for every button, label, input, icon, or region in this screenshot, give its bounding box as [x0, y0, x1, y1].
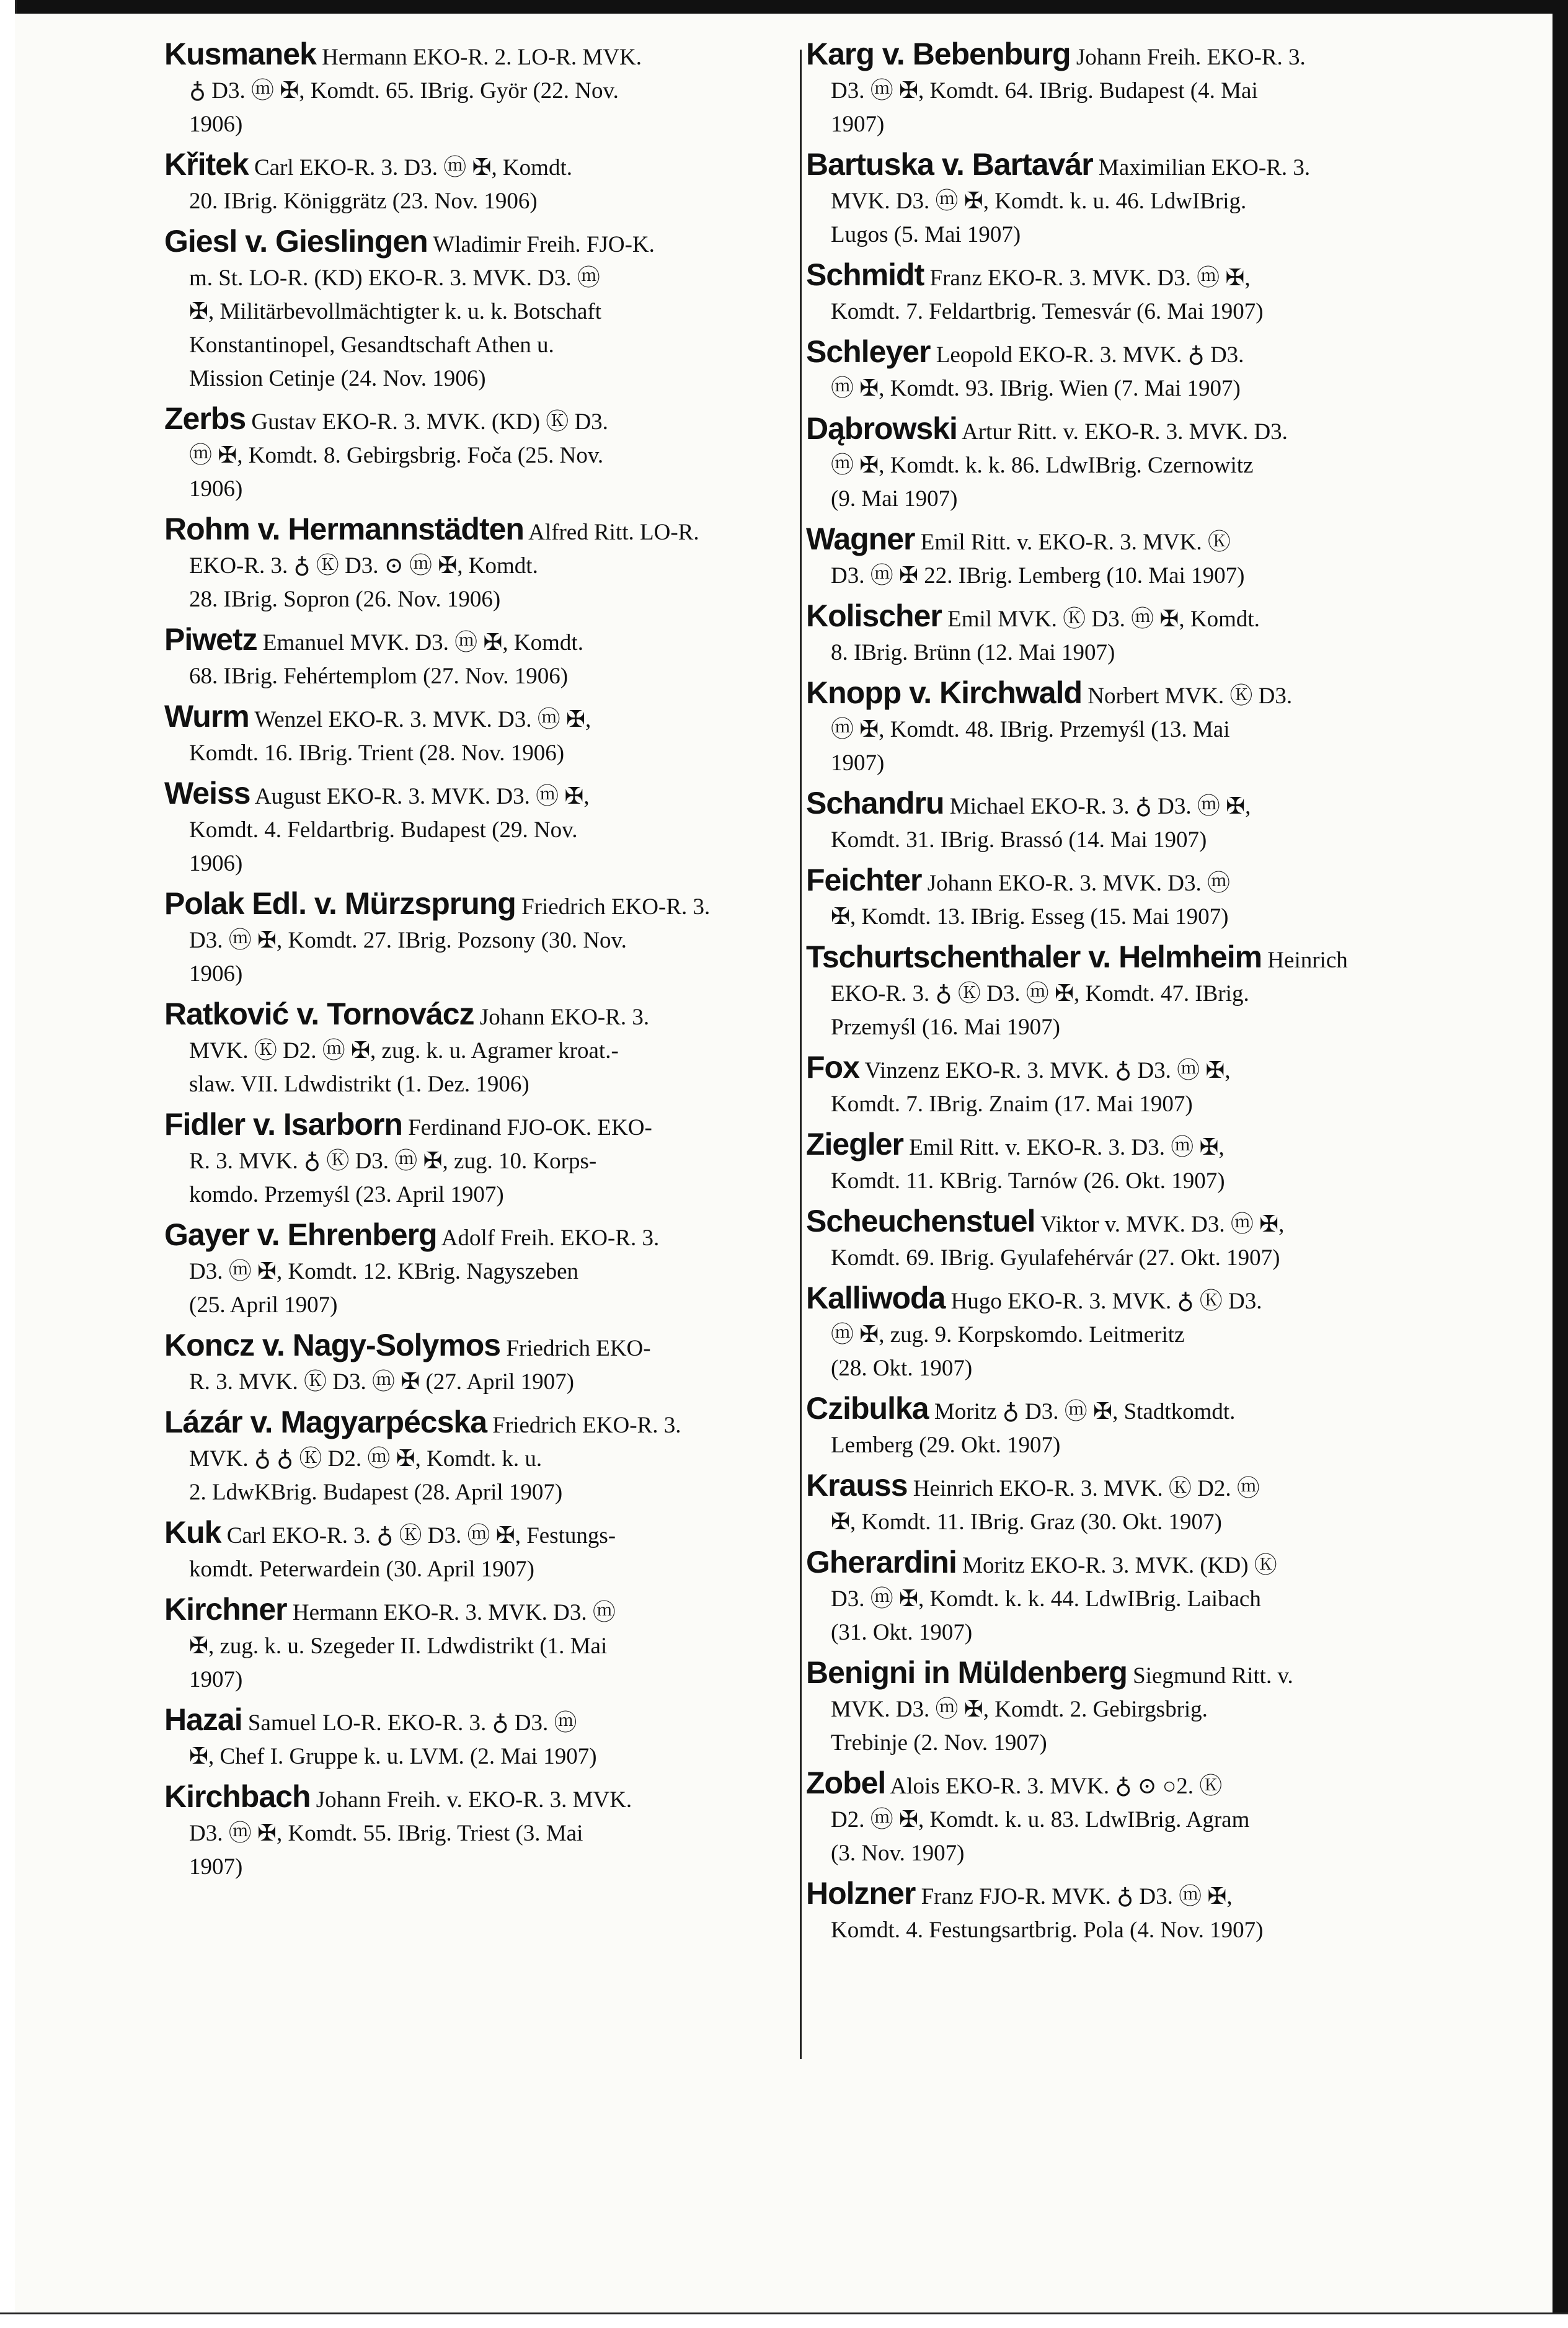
scan-right-edge — [1552, 0, 1568, 2328]
entry-continuation: MVK. D3. ⓜ ✠, Komdt. k. u. 46. LdwIBrig. — [831, 189, 1247, 214]
entry-text: Johann Freih. EKO-R. 3. — [1070, 45, 1306, 70]
entry-text: Emanuel MVK. D3. ⓜ ✠, Komdt. — [257, 630, 583, 655]
entry-continuation: R. 3. MVK. Ⓚ D3. ⓜ ✠ (27. April 1907) — [189, 1369, 574, 1395]
entry-continuation: MVK. ♁ ♁ Ⓚ D2. ⓜ ✠, Komdt. k. u. — [189, 1446, 543, 1472]
entry-continuation: 20. IBrig. Königgrätz (23. Nov. 1906) — [189, 189, 538, 214]
entry-name: Holzner — [806, 1876, 916, 1911]
entry — [164, 512, 791, 616]
entry-continuation: MVK. Ⓚ D2. ⓜ ✠, zug. k. u. Agramer kroat.- — [189, 1038, 619, 1064]
entry-continuation: Lugos (5. Mai 1907) — [831, 222, 1021, 247]
entry — [806, 1051, 1432, 1121]
entry — [164, 402, 791, 506]
entry-continuation: Komdt. 11. KBrig. Tarnów (26. Okt. 1907) — [831, 1168, 1225, 1194]
entry-name: Knopp v. Kirchwald — [806, 675, 1082, 710]
entry-text: Hugo EKO-R. 3. MVK. ♁ Ⓚ D3. — [945, 1289, 1262, 1314]
entry — [806, 412, 1432, 516]
entry-text: Hermann EKO-R. 2. LO-R. MVK. — [316, 45, 642, 70]
entry-text: Heinrich EKO-R. 3. MVK. Ⓚ D2. ⓜ — [907, 1476, 1260, 1501]
entry — [164, 1108, 791, 1212]
entry-continuation: ✠, Komdt. 13. IBrig. Esseg (15. Mai 1907) — [831, 904, 1229, 930]
entry — [806, 599, 1432, 670]
entry-continuation: 1906) — [189, 476, 243, 502]
entry — [164, 623, 791, 693]
entry-continuation: (31. Okt. 1907) — [831, 1620, 973, 1645]
entry-continuation: ⓜ ✠, zug. 9. Korpskomdo. Leitmeritz — [831, 1322, 1185, 1348]
entry-continuation: ⓜ ✠, Komdt. k. k. 86. LdwIBrig. Czernowitz — [831, 453, 1254, 478]
entry — [164, 1593, 791, 1697]
entry-continuation: ✠, Militärbevollmächtigter k. u. k. Botschaft — [189, 299, 602, 324]
entry-continuation: 68. IBrig. Fehértemplom (27. Nov. 1906) — [189, 664, 569, 689]
entry-text: Friedrich EKO- — [500, 1336, 651, 1361]
entry-continuation: D2. ⓜ ✠, Komdt. k. u. 83. LdwIBrig. Agram — [831, 1807, 1250, 1833]
entry-name: Kuk — [164, 1515, 221, 1550]
entry-text: Emil Ritt. v. EKO-R. 3. MVK. Ⓚ — [915, 530, 1231, 555]
entry-text: Siegmund Ritt. v. — [1127, 1663, 1293, 1689]
entry-text: Gustav EKO-R. 3. MVK. (KD) Ⓚ D3. — [246, 409, 608, 435]
entry-text: Alois EKO-R. 3. MVK. ♁ ⊙ ○2. Ⓚ — [885, 1774, 1223, 1799]
entry — [806, 258, 1432, 329]
entry-continuation: 8. IBrig. Brünn (12. Mai 1907) — [831, 640, 1115, 665]
entry-name: Fidler v. Isarborn — [164, 1107, 402, 1142]
entry-text: Michael EKO-R. 3. ♁ D3. ⓜ ✠, — [944, 794, 1251, 819]
entry-name: Wagner — [806, 522, 915, 556]
entry-name: Krauss — [806, 1468, 908, 1503]
entry-name: Giesl v. Gieslingen — [164, 224, 428, 259]
entry-text: Hermann EKO-R. 3. MVK. D3. ⓜ — [286, 1600, 616, 1625]
entry-text: Emil Ritt. v. EKO-R. 3. D3. ⓜ ✠, — [903, 1135, 1225, 1160]
entry-text: Carl EKO-R. 3. D3. ⓜ ✠, Komdt. — [248, 155, 572, 180]
entry — [164, 148, 791, 218]
entry-continuation: D3. ⓜ ✠, Komdt. 12. KBrig. Nagyszeben — [189, 1259, 579, 1284]
entry-continuation: MVK. D3. ⓜ ✠, Komdt. 2. Gebirgsbrig. — [831, 1697, 1208, 1722]
entry-continuation: (3. Nov. 1907) — [831, 1841, 965, 1866]
entry-continuation: ✠, Komdt. 11. IBrig. Graz (30. Okt. 1907) — [831, 1509, 1222, 1535]
entry-continuation: R. 3. MVK. ♁ Ⓚ D3. ⓜ ✠, zug. 10. Korps- — [189, 1148, 597, 1174]
entry-text: Wladimir Freih. FJO-K. — [427, 232, 655, 257]
entry-continuation: 1907) — [831, 112, 885, 137]
entry — [806, 676, 1432, 780]
entry-name: Schandru — [806, 786, 944, 820]
entry-continuation: 1906) — [189, 851, 243, 876]
entry-name: Gayer v. Ehrenberg — [164, 1217, 437, 1252]
entry — [806, 1468, 1432, 1539]
entry-text: Leopold EKO-R. 3. MVK. ♁ D3. — [930, 342, 1244, 368]
entry-name: Ziegler — [806, 1127, 903, 1162]
entry-name: Scheuchenstuel — [806, 1204, 1035, 1238]
entry-name: Hazai — [164, 1702, 242, 1737]
entry-continuation: komdo. Przemyśl (23. April 1907) — [189, 1182, 504, 1207]
entry-text: Norbert MVK. Ⓚ D3. — [1082, 683, 1293, 709]
entry-name: Kolischer — [806, 598, 942, 633]
entry-name: Bartuska v. Bartavár — [806, 147, 1093, 182]
entry-continuation: 1907) — [189, 1667, 243, 1692]
entry — [806, 1766, 1432, 1870]
entry-name: Kusmanek — [164, 37, 316, 71]
entry — [164, 700, 791, 770]
entry-text: Artur Ritt. v. EKO-R. 3. MVK. D3. — [957, 419, 1288, 445]
entry-name: Rohm v. Hermannstädten — [164, 512, 524, 546]
entry-text: August EKO-R. 3. MVK. D3. ⓜ ✠, — [250, 784, 590, 809]
entry-continuation: ⓜ ✠, Komdt. 48. IBrig. Przemyśl (13. Mai — [831, 717, 1230, 742]
entry-continuation: (28. Okt. 1907) — [831, 1356, 973, 1381]
entry-text: Viktor v. MVK. D3. ⓜ ✠, — [1035, 1212, 1285, 1237]
entry-continuation: Komdt. 7. IBrig. Znaim (17. Mai 1907) — [831, 1091, 1193, 1117]
entry-continuation: slaw. VII. Ldwdistrikt (1. Dez. 1906) — [189, 1072, 529, 1097]
entry-continuation: D3. ⓜ ✠, Komdt. 27. IBrig. Pozsony (30. Nov. — [189, 928, 627, 953]
entry-name: Zerbs — [164, 401, 246, 436]
entry — [806, 1656, 1432, 1760]
entry-continuation: Komdt. 69. IBrig. Gyulafehérvár (27. Okt. 1907) — [831, 1245, 1280, 1271]
entry-continuation: EKO-R. 3. ♁ Ⓚ D3. ⓜ ✠, Komdt. 47. IBrig. — [831, 981, 1249, 1006]
entry-continuation: D3. ⓜ ✠, Komdt. 55. IBrig. Triest (3. Mai — [189, 1821, 583, 1846]
entry-text: Maximilian EKO-R. 3. — [1092, 155, 1311, 180]
entry-continuation: Lemberg (29. Okt. 1907) — [831, 1433, 1061, 1458]
entry-text: Johann EKO-R. 3. — [474, 1005, 650, 1030]
entry-name: Weiss — [164, 776, 250, 811]
entry-text: Franz FJO-R. MVK. ♁ D3. ⓜ ✠, — [915, 1884, 1233, 1909]
column-divider — [800, 50, 802, 2059]
entry-text: Friedrich EKO-R. 3. — [515, 894, 711, 920]
entry — [164, 1405, 791, 1509]
entry — [164, 1516, 791, 1586]
entry-text: Franz EKO-R. 3. MVK. D3. ⓜ ✠, — [924, 265, 1251, 291]
entry — [164, 224, 791, 396]
entry-name: Karg v. Bebenburg — [806, 37, 1071, 71]
entry-text: Heinrich — [1262, 948, 1348, 973]
entry-continuation: ✠, zug. k. u. Szegeder II. Ldwdistrikt (1. Mai — [189, 1633, 608, 1659]
entry — [806, 1877, 1432, 1947]
entry-name: Piwetz — [164, 622, 257, 657]
entry-text: Johann Freih. v. EKO-R. 3. MVK. — [310, 1787, 632, 1813]
entry-name: Czibulka — [806, 1391, 929, 1426]
entry-continuation: D3. ⓜ ✠, Komdt. 64. IBrig. Budapest (4. Mai — [831, 78, 1258, 104]
entry-continuation: Komdt. 16. IBrig. Trient (28. Nov. 1906) — [189, 740, 565, 766]
entry — [806, 1392, 1432, 1462]
entry-name: Koncz v. Nagy-Solymos — [164, 1328, 501, 1362]
right-column — [806, 37, 1432, 1953]
entry-name: Zobel — [806, 1766, 886, 1800]
entry — [164, 37, 791, 141]
entry-continuation: Przemyśl (16. Mai 1907) — [831, 1015, 1060, 1040]
entry-name: Polak Edl. v. Mürzsprung — [164, 886, 516, 921]
entry-text: Emil MVK. Ⓚ D3. ⓜ ✠, Komdt. — [941, 606, 1260, 632]
entry-continuation: ✠, Chef I. Gruppe k. u. LVM. (2. Mai 1907) — [189, 1744, 597, 1769]
entry-continuation: 1907) — [189, 1854, 243, 1880]
entry-text: Johann EKO-R. 3. MVK. D3. ⓜ — [921, 871, 1230, 896]
entry-continuation: (9. Mai 1907) — [831, 486, 958, 512]
left-column — [164, 37, 791, 1890]
entry-continuation: 1906) — [189, 961, 243, 987]
entry-text: Friedrich EKO-R. 3. — [487, 1413, 681, 1438]
entry-text: Samuel LO-R. EKO-R. 3. ♁ D3. ⓜ — [242, 1710, 577, 1736]
entry-continuation: 28. IBrig. Sopron (26. Nov. 1906) — [189, 587, 501, 612]
entry — [164, 1780, 791, 1884]
entry-text: Alfred Ritt. LO-R. — [523, 520, 699, 545]
entry-text: Carl EKO-R. 3. ♁ Ⓚ D3. ⓜ ✠, Festungs- — [221, 1523, 616, 1548]
entry-continuation: Mission Cetinje (24. Nov. 1906) — [189, 366, 486, 391]
entry-name: Feichter — [806, 863, 922, 897]
entry — [806, 37, 1432, 141]
entry-name: Kalliwoda — [806, 1281, 946, 1315]
entry-name: Lázár v. Magyarpécska — [164, 1405, 487, 1439]
entry-continuation: 1906) — [189, 112, 243, 137]
entry — [806, 335, 1432, 406]
entry-text: Ferdinand FJO-OK. EKO- — [402, 1115, 652, 1140]
entry — [806, 863, 1432, 934]
entry-name: Křitek — [164, 147, 249, 182]
entry-name: Schmidt — [806, 257, 924, 292]
entry-name: Dąbrowski — [806, 411, 957, 446]
entry — [164, 887, 791, 991]
entry — [806, 1204, 1432, 1275]
entry-continuation: ⓜ ✠, Komdt. 93. IBrig. Wien (7. Mai 1907) — [831, 376, 1241, 401]
entry — [806, 940, 1432, 1044]
entry-continuation: Trebinje (2. Nov. 1907) — [831, 1730, 1047, 1756]
entry-continuation: Komdt. 7. Feldartbrig. Temesvár (6. Mai 1907) — [831, 299, 1264, 324]
entry-continuation: ♁ D3. ⓜ ✠, Komdt. 65. IBrig. Györ (22. Nov. — [189, 78, 619, 104]
entry — [806, 786, 1432, 857]
entry-text: Wenzel EKO-R. 3. MVK. D3. ⓜ ✠, — [249, 707, 591, 732]
entry-continuation: 2. LdwKBrig. Budapest (28. April 1907) — [189, 1480, 563, 1505]
entry-continuation: Komdt. 31. IBrig. Brassó (14. Mai 1907) — [831, 827, 1207, 853]
entry-name: Gherardini — [806, 1545, 957, 1579]
scan-left-edge — [0, 0, 17, 2328]
entry-name: Tschurtschenthaler v. Helmheim — [806, 940, 1262, 974]
entry-name: Benigni in Müldenberg — [806, 1655, 1127, 1690]
entry-text: Moritz ♁ D3. ⓜ ✠, Stadtkomdt. — [928, 1399, 1236, 1424]
entry-continuation: EKO-R. 3. ♁ Ⓚ D3. ⊙ ⓜ ✠, Komdt. — [189, 553, 538, 579]
entry — [164, 1703, 791, 1774]
entry-continuation: D3. ⓜ ✠ 22. IBrig. Lemberg (10. Mai 1907) — [831, 563, 1245, 589]
entry-text: Adolf Freih. EKO-R. 3. — [436, 1225, 660, 1251]
entry-name: Fox — [806, 1050, 859, 1085]
entry-continuation: ⓜ ✠, Komdt. 8. Gebirgsbrig. Foča (25. Nov. — [189, 443, 604, 468]
entry-continuation: (25. April 1907) — [189, 1292, 338, 1318]
scan-bottom-edge — [0, 2312, 1568, 2328]
entry-continuation: Komdt. 4. Feldartbrig. Budapest (29. Nov. — [189, 817, 578, 843]
entry-continuation: komdt. Peterwardein (30. April 1907) — [189, 1557, 534, 1582]
entry — [164, 776, 791, 881]
entry — [806, 1127, 1432, 1198]
entry — [806, 1545, 1432, 1650]
entry-continuation: Konstantinopel, Gesandtschaft Athen u. — [189, 332, 554, 358]
entry-continuation: 1907) — [831, 750, 885, 776]
entry-continuation: Komdt. 4. Festungsartbrig. Pola (4. Nov. 1907) — [831, 1917, 1264, 1943]
entry — [806, 522, 1432, 593]
entry-name: Schleyer — [806, 334, 931, 369]
entry-name: Kirchbach — [164, 1779, 311, 1814]
entry-name: Kirchner — [164, 1592, 287, 1627]
entry-name: Ratković v. Tornovácz — [164, 997, 474, 1031]
entry — [806, 1281, 1432, 1385]
entry — [164, 1218, 791, 1322]
entry-continuation: m. St. LO-R. (KD) EKO-R. 3. MVK. D3. ⓜ — [189, 265, 600, 291]
scan-top-edge — [0, 0, 1568, 14]
entry-continuation: D3. ⓜ ✠, Komdt. k. k. 44. LdwIBrig. Laibach — [831, 1586, 1261, 1612]
entry — [806, 148, 1432, 252]
entry-text: Vinzenz EKO-R. 3. MVK. ♁ D3. ⓜ ✠, — [859, 1058, 1231, 1083]
entry-name: Wurm — [164, 699, 249, 734]
entry — [164, 997, 791, 1101]
entry-text: Moritz EKO-R. 3. MVK. (KD) Ⓚ — [956, 1553, 1277, 1578]
entry — [164, 1328, 791, 1399]
